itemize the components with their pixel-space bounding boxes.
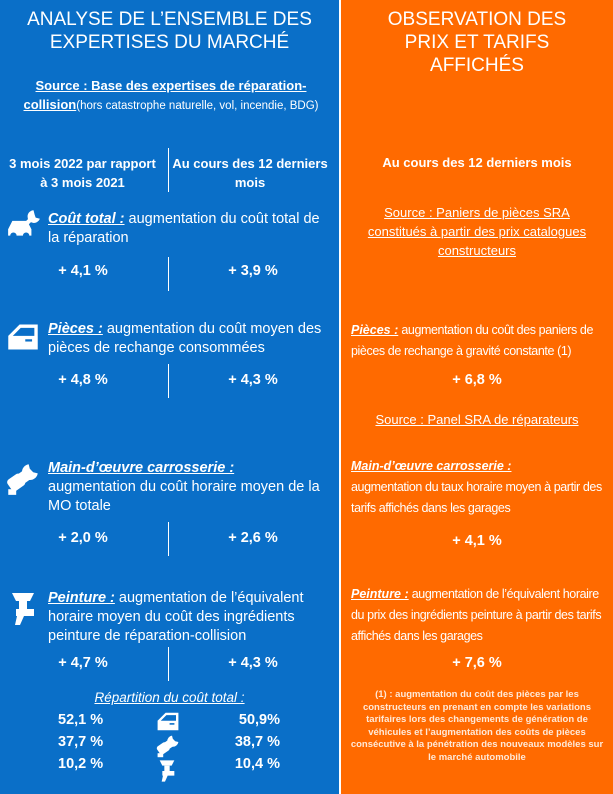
value-3mois: + 4,7 % bbox=[58, 655, 108, 671]
value-12mois: + 2,6 % bbox=[228, 530, 278, 546]
row-label: Coût total : bbox=[48, 211, 125, 227]
value-3mois: + 2,0 % bbox=[58, 530, 108, 546]
breakdown-value: 10,2 % bbox=[58, 756, 104, 772]
row-cout-total bbox=[48, 210, 333, 248]
car-door-icon bbox=[6, 322, 40, 352]
row-desc: augmentation de l’équivalent horaire du prix des ingrédients peinture à partir des tarifs affichés dans les garages bbox=[351, 587, 602, 643]
breakdown-value: 37,7 % bbox=[58, 734, 104, 750]
row-desc: augmentation du coût moyen des pièces de rechange consommées bbox=[48, 321, 342, 356]
price-observation-panel bbox=[341, 0, 613, 794]
breakdown-value: 50,9% bbox=[238, 712, 280, 728]
value-12mois: + 4,3 % bbox=[228, 655, 278, 671]
hand-wrench-icon bbox=[6, 462, 40, 496]
row-desc: augmentation du coût horaire moyen de la MO totale bbox=[48, 479, 320, 514]
right-peinture bbox=[351, 584, 611, 647]
breakdown-col2 bbox=[230, 709, 280, 775]
row-label: Peinture : bbox=[48, 590, 115, 606]
left-source-bold: Source : Base des expertises de réparation-collision bbox=[23, 78, 307, 112]
row-label: Main-d’œuvre carrosserie : bbox=[48, 460, 235, 476]
col2-header: Au cours des 12 derniers mois bbox=[172, 156, 328, 190]
source-paniers: Source : Paniers de pièces SRA constitués à partir des prix catalogues constructeurs bbox=[367, 205, 587, 258]
breakdown-title: Répartition du coût total : bbox=[94, 690, 245, 705]
col1-header: 3 mois 2022 par rapport à 3 mois 2021 bbox=[9, 156, 156, 190]
breakdown-value: 38,7 % bbox=[234, 734, 280, 750]
row-desc: augmentation du coût des paniers de pièces de rechange à gravité constante (1) bbox=[351, 323, 594, 358]
right-pieces bbox=[351, 320, 611, 362]
divider bbox=[168, 148, 169, 192]
right-main-oeuvre bbox=[351, 456, 611, 519]
value-peinture: + 7,6 % bbox=[452, 655, 502, 671]
left-source bbox=[6, 76, 336, 116]
divider bbox=[168, 364, 169, 398]
row-main-oeuvre bbox=[48, 459, 333, 516]
row-desc: augmentation de l’équivalent horaire moyen du coût des ingrédients peinture de réparation-collision bbox=[48, 590, 304, 644]
row-peinture bbox=[48, 589, 333, 646]
value-pieces: + 6,8 % bbox=[452, 372, 502, 388]
row-label: Peinture : bbox=[351, 587, 409, 601]
breakdown-value: 10,4 % bbox=[234, 756, 280, 772]
divider bbox=[168, 257, 169, 291]
breakdown-value: 52,1 % bbox=[58, 712, 104, 728]
breakdown-col1 bbox=[58, 709, 103, 775]
value-12mois: + 3,9 % bbox=[228, 263, 278, 279]
value-main-oeuvre: + 4,1 % bbox=[452, 533, 502, 549]
value-12mois: + 4,3 % bbox=[228, 372, 278, 388]
car-door-icon bbox=[156, 711, 180, 732]
value-3mois: + 4,1 % bbox=[58, 263, 108, 279]
row-desc: augmentation du coût total de la réparation bbox=[48, 211, 320, 246]
hand-wrench-icon bbox=[156, 734, 180, 758]
row-desc: augmentation du taux horaire moyen à partir des tarifs affichés dans les garages bbox=[351, 480, 602, 515]
row-label: Pièces : bbox=[48, 321, 103, 337]
source-panel: Source : Panel SRA de réparateurs bbox=[375, 412, 579, 427]
left-title: ANALYSE DE L’ENSEMBLE DES EXPERTISES DU MARCHÉ bbox=[27, 9, 312, 53]
footnote: (1) : augmentation du coût des pièces par les constructeurs en prenant en compte les variations tarifaires lors des changements de génération de véhicules et l’augmentation des coûts de pièces consécutive à la pénétration des nouveaux modèles sur le marché automobile bbox=[350, 689, 604, 763]
right-col-header: Au cours des 12 derniers mois bbox=[382, 155, 572, 170]
divider bbox=[168, 522, 169, 556]
right-title: OBSERVATION DES PRIX ET TARIFS AFFICHÉS bbox=[387, 9, 567, 76]
row-pieces bbox=[48, 320, 342, 358]
left-source-rest: (hors catastrophe naturelle, vol, incendie, BDG) bbox=[76, 100, 319, 112]
row-label: Pièces : bbox=[351, 323, 399, 337]
car-wrench-icon bbox=[6, 208, 42, 240]
row-label: Main-d’œuvre carrosserie : bbox=[351, 459, 512, 473]
value-3mois: + 4,8 % bbox=[58, 372, 108, 388]
divider bbox=[168, 647, 169, 681]
spray-gun-icon bbox=[157, 758, 177, 784]
spray-gun-icon bbox=[8, 590, 38, 628]
